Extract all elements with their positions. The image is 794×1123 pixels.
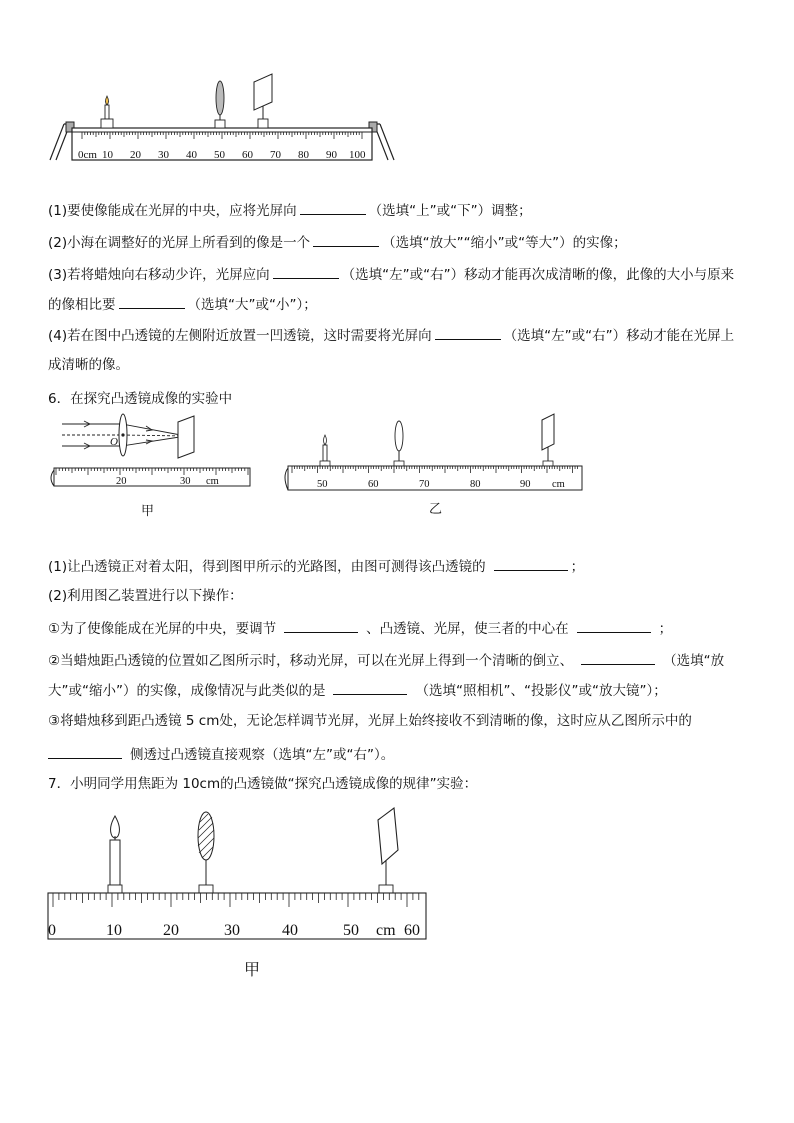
figure-q7-caption: 甲 [244, 960, 261, 979]
answer-blank[interactable] [284, 618, 358, 633]
candle-icon [320, 435, 330, 467]
figure-q7-bench [46, 812, 431, 944]
q5-part3: (3)若将蜡烛向右移动少许，光屏应向 （选填“左”或“右”）移动才能再次成清晰的像，此像的大小与原来 [48, 264, 734, 284]
q5-part1: (1)要使像能成在光屏的中央，应将光屏向 （选填“上”或“下”）调整； [48, 200, 532, 220]
answer-blank[interactable] [313, 232, 379, 247]
scale-label: 100 [349, 149, 366, 161]
scale-label: 0 [48, 922, 56, 939]
scale-label: 50 [343, 922, 359, 939]
answer-blank[interactable] [119, 294, 185, 309]
scale-label: 60 [404, 922, 420, 939]
q6-part4-cont: 大”或“缩小”）的实像，成像情况与此类似的是 （选填“照相机”、“投影仪”或“放大镜”）； [48, 680, 667, 700]
answer-blank[interactable] [273, 264, 339, 279]
light-screen-icon [542, 414, 554, 467]
light-screen-icon [254, 74, 272, 128]
scale-label: 20 [130, 149, 141, 161]
q7-title: 7．小明同学用焦距为 10cm的凸透镜做“探究凸透镜成像的规律”实验： [48, 776, 478, 792]
scale-label: 60 [242, 149, 253, 161]
scale-label: 40 [186, 149, 197, 161]
optical-bench-figure [50, 76, 395, 166]
candle-icon [101, 96, 113, 128]
convex-lens-icon [198, 812, 214, 893]
figure-jia-caption: 甲 [141, 504, 155, 519]
q5-part4-cont: 成清晰的像。 [48, 357, 129, 373]
scale-label: 70 [270, 149, 281, 161]
figure-yi-bench [282, 414, 587, 494]
scale-label: 30 [180, 476, 191, 487]
q6-part4: ②当蜡烛距凸透镜的位置如乙图所示时，移动光屏，可以在光屏上得到一个清晰的倒立、 （选填“放 [48, 650, 724, 670]
answer-blank[interactable] [300, 200, 366, 215]
scale-label: 90 [326, 149, 337, 161]
scale-label: cm [552, 479, 565, 490]
scale-label: 70 [419, 479, 430, 490]
scale-label: 50 [317, 479, 328, 490]
scale-label: 40 [282, 922, 298, 939]
scale-label: 80 [470, 479, 481, 490]
scale-label: 30 [158, 149, 169, 161]
q6-part5-cont: 侧透过凸透镜直接观察（选填“左”或“右”）。 [48, 744, 394, 764]
scale-label: 20 [116, 476, 127, 487]
answer-blank[interactable] [581, 650, 655, 665]
q5-part3-cont: 的像相比要 （选填“大”或“小”）； [48, 294, 317, 314]
scale-label: 60 [368, 479, 379, 490]
q5-part2: (2)小海在调整好的光屏上所看到的像是一个 （选填“放大”“缩小”或“等大”）的实像； [48, 232, 627, 252]
answer-blank[interactable] [577, 618, 651, 633]
light-screen-icon [378, 808, 398, 893]
q6-title: 6．在探究凸透镜成像的实验中 [48, 391, 233, 407]
answer-blank[interactable] [494, 556, 568, 571]
light-screen-icon [178, 416, 194, 458]
scale-label: 90 [520, 479, 531, 490]
answer-blank[interactable] [435, 325, 501, 340]
candle-icon [108, 816, 122, 893]
scale-label: 20 [163, 922, 179, 939]
scale-label: 30 [224, 922, 240, 939]
q6-part3: ①为了使像能成在光屏的中央，要调节 、凸透镜、光屏，使三者的中心在 ； [48, 618, 672, 638]
answer-blank[interactable] [48, 744, 122, 759]
scale-label: 80 [298, 149, 309, 161]
scale-label: 10 [102, 149, 113, 161]
q6-part5: ③将蜡烛移到距凸透镜 5 cm处，无论怎样调节光屏，光屏上始终接收不到清晰的像，这时应从乙图所示中的 [48, 713, 692, 729]
optical-center-label: O [110, 436, 118, 448]
answer-blank[interactable] [333, 680, 407, 695]
convex-lens-icon [394, 421, 404, 467]
convex-lens-icon [215, 81, 225, 128]
scale-label: 50 [214, 149, 225, 161]
figure-jia-light-path [46, 412, 256, 494]
q5-part4: (4)若在图中凸透镜的左侧附近放置一凹透镜，这时需要将光屏向 （选填“左”或“右”）移动才能在光屏上 [48, 325, 734, 345]
figure-yi-caption: 乙 [429, 502, 443, 517]
q6-part1: (1)让凸透镜正对着太阳，得到图甲所示的光路图，由图可测得该凸透镜的 ； [48, 556, 584, 576]
unit-label: cm [376, 922, 396, 939]
scale-label: cm [206, 476, 219, 487]
scale-label: 10 [106, 922, 122, 939]
scale-label: 0cm [78, 149, 97, 161]
q6-part2: (2)利用图乙装置进行以下操作： [48, 588, 243, 604]
